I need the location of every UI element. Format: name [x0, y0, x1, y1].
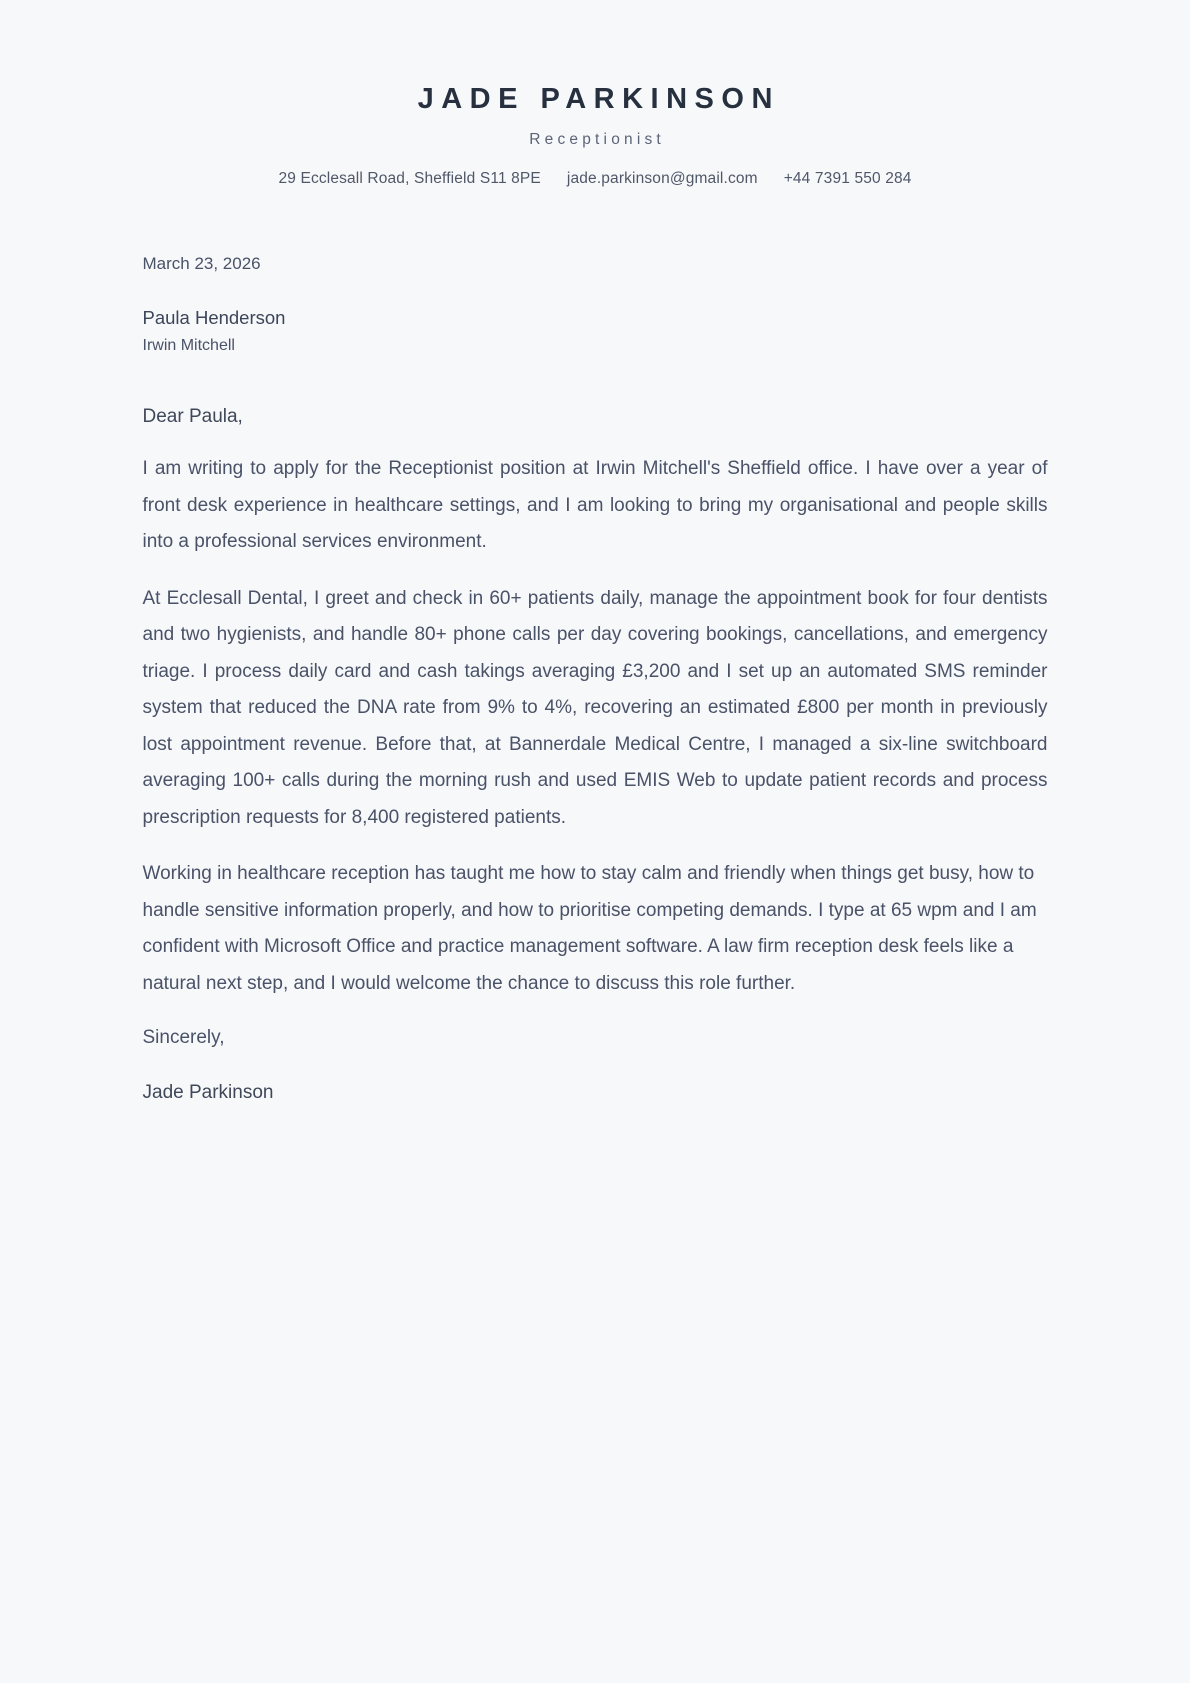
letterhead — [0, 0, 1190, 188]
contact-address: 29 Ecclesall Road, Sheffield S11 8PE — [278, 170, 541, 188]
contact-phone[interactable]: +44 7391 550 284 — [783, 170, 912, 188]
body-paragraph-2: At Ecclesall Dental, I greet and check in 60+ patients daily, manage the appointment book for four dentists and two hygienists, and handle 80+ phone calls per day covering bookings, cancellations, and emergency triage. I process daily card and cash takings averaging £3,200 and I set up an automated SMS reminder system that reduced the DNA rate from 9% to 4%, recovering an estimated £800 per month in previously lost appointment revenue. Before that, at Bannerdale Medical Centre, I managed a six-line switchboard averaging 100+ calls during the morning rush and used EMIS Web to update patient records and process prescription requests for 8,400 registered patients. — [142, 587, 1048, 828]
letter-date: March 23, 2026 — [142, 254, 261, 274]
signature-name: Jade Parkinson — [142, 1081, 274, 1103]
body-paragraph-1: I am writing to apply for the Receptionist position at Irwin Mitchell's Sheffield office. I have over a year of front desk experience in healthcare settings, and I am looking to bring my organisational and people skills into a professional services environment. — [142, 458, 1048, 553]
candidate-job-title: Receptionist — [529, 130, 665, 148]
recipient-name: Paula Henderson — [142, 306, 286, 328]
contact-email[interactable]: jade.parkinson@gmail.com — [566, 170, 758, 188]
recipient-block — [143, 305, 1048, 357]
candidate-name: JADE PARKINSON — [417, 83, 780, 115]
recipient-company: Irwin Mitchell — [142, 336, 235, 354]
salutation: Dear Paula, — [142, 405, 243, 427]
letter-body — [143, 188, 1048, 1107]
closing-salutation: Sincerely, — [142, 1027, 225, 1049]
contact-info-line — [0, 170, 1190, 188]
body-paragraph-3: Working in healthcare reception has taught me how to stay calm and friendly when things get busy, how to handle sensitive information properly, and how to prioritise competing demands. I type at 65 wpm and I am confident with Microsoft Office and practice management software. A law firm reception desk feels like a natural next step, and I would welcome the chance to discuss this role further. — [142, 863, 1037, 994]
